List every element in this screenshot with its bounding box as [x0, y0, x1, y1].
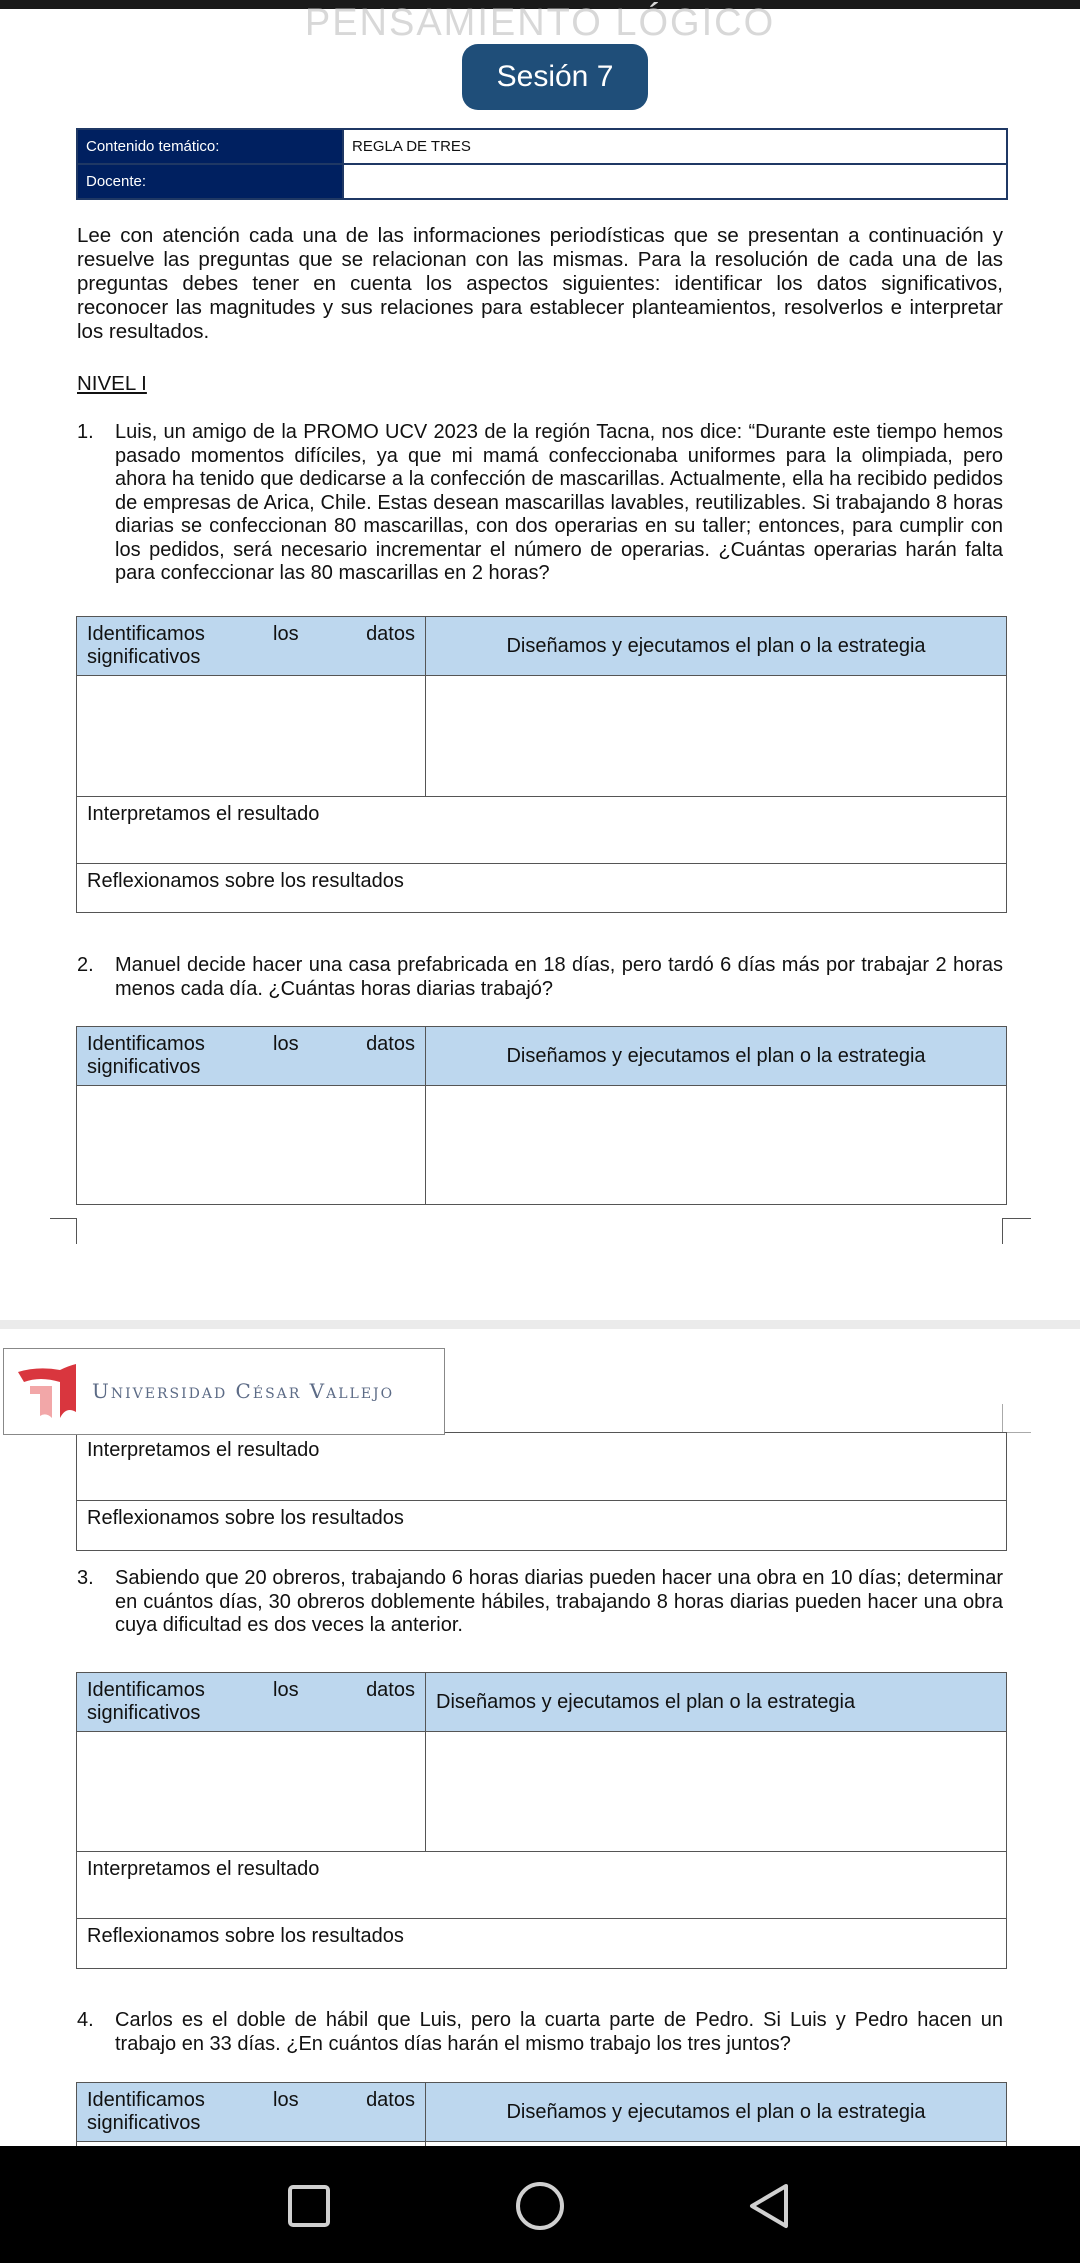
work-table-2-continued [76, 1432, 1007, 1551]
question-number: 1. [77, 421, 94, 443]
answer-cell-datos[interactable] [77, 676, 426, 797]
header-datos: Identificamos los datos significativos [77, 1673, 426, 1732]
header-plan: Diseñamos y ejecutamos el plan o la estrategia [426, 2083, 1007, 2142]
answer-cell-plan[interactable] [426, 676, 1007, 797]
reflect-cell[interactable]: Reflexionamos sobre los resultados [77, 1501, 1007, 1551]
intro-paragraph: Lee con atención cada una de las informaciones periodísticas que se presentan a continuación y resuelve las preguntas que se relacionan con las mismas. Para la resolución de cada una de las preguntas debes tener en cuenta los aspectos siguientes: identificar los datos significativos, reconocer las magnitudes y sus relaciones para establecer planteamientos, resolverlos e interpretar los resultados. [77, 224, 1003, 343]
question-1 [77, 421, 1003, 586]
page-corner-mark [50, 1218, 77, 1244]
header-plan: Diseñamos y ejecutamos el plan o la estrategia [426, 1673, 1007, 1732]
question-text: Manuel decide hacer una casa prefabricada en 18 días, pero tardó 6 días más por trabajar 2 horas menos cada día. ¿Cuántas horas diarias trabajó? [115, 954, 1003, 1000]
work-table-1 [76, 616, 1007, 913]
recent-apps-icon[interactable] [287, 2184, 331, 2228]
question-number: 2. [77, 954, 94, 976]
contenido-label: Contenido temático: [77, 129, 343, 164]
answer-cell-datos[interactable] [77, 1086, 426, 1205]
interpret-cell[interactable]: Interpretamos el resultado [77, 797, 1007, 864]
contenido-value: REGLA DE TRES [343, 129, 1007, 164]
question-text: Luis, un amigo de la PROMO UCV 2023 de la región Tacna, nos dice: “Durante este tiempo hemos pasado momentos difíciles, ya que mi mamá confeccionaba uniformes para la olimpiada, pero ahora ha tenido que dedicarse a la confección de mascarillas. Actualmente, ella ha recibido pedidos de empresas de Arica, Chile. Estas desean mascarillas lavables, reutilizables. Si trabajando 8 horas diarias se confeccionan 80 mascarillas, con dos operarias en su taller; entonces, para cumplir con los pedidos, será necesario incrementar el número de operarias. ¿Cuántas operarias harán falta para confeccionar las 80 mascarillas en 2 horas? [115, 421, 1003, 584]
docente-label: Docente: [77, 164, 343, 199]
interpret-cell[interactable]: Interpretamos el resultado [77, 1852, 1007, 1919]
work-table-3 [76, 1672, 1007, 1969]
page-corner-mark [1002, 1404, 1031, 1433]
back-icon[interactable] [746, 2182, 792, 2230]
question-4 [77, 2009, 1003, 2056]
navigation-bar [0, 2146, 1080, 2263]
answer-cell-plan[interactable] [426, 1732, 1007, 1852]
nivel-heading: NIVEL I [77, 372, 147, 395]
header-datos: Identificamos los datos significativos [77, 617, 426, 676]
question-3 [77, 1567, 1003, 1638]
ucv-logo-icon [16, 1362, 78, 1422]
question-number: 3. [77, 1567, 94, 1589]
session-badge: Sesión 7 [462, 44, 648, 110]
header-plan: Diseñamos y ejecutamos el plan o la estrategia [426, 617, 1007, 676]
docente-value [343, 164, 1007, 199]
home-icon[interactable] [514, 2180, 566, 2232]
page-break [0, 1320, 1080, 1329]
university-name: Universidad César Vallejo [92, 1379, 395, 1403]
reflect-cell[interactable]: Reflexionamos sobre los resultados [77, 864, 1007, 913]
document-title: PENSAMIENTO LÓGICO [304, 2, 776, 38]
answer-cell-plan[interactable] [426, 1086, 1007, 1205]
header-plan: Diseñamos y ejecutamos el plan o la estrategia [426, 1027, 1007, 1086]
info-table [76, 128, 1008, 200]
header-datos: Identificamos los datos significativos [77, 2083, 426, 2142]
header-datos: Identificamos los datos significativos [77, 1027, 426, 1086]
question-number: 4. [77, 2009, 94, 2031]
question-text: Sabiendo que 20 obreros, trabajando 6 horas diarias pueden hacer una obra en 10 días; determinar en cuántos días, 30 obreros doblemente hábiles, trabajando 8 horas diarias pueden hacer una obra cuya dificultad es dos veces la anterior. [115, 1567, 1003, 1636]
question-text: Carlos es el doble de hábil que Luis, pero la cuarta parte de Pedro. Si Luis y Pedro hacen un trabajo en 33 días. ¿En cuántos días harán el mismo trabajo los tres juntos? [115, 2009, 1003, 2055]
question-2 [77, 954, 1003, 1001]
work-table-2 [76, 1026, 1007, 1205]
answer-cell-datos[interactable] [77, 1732, 426, 1852]
interpret-cell[interactable]: Interpretamos el resultado [77, 1433, 1007, 1501]
university-logo [3, 1348, 445, 1435]
reflect-cell[interactable]: Reflexionamos sobre los resultados [77, 1919, 1007, 1969]
page-corner-mark [1002, 1218, 1031, 1244]
